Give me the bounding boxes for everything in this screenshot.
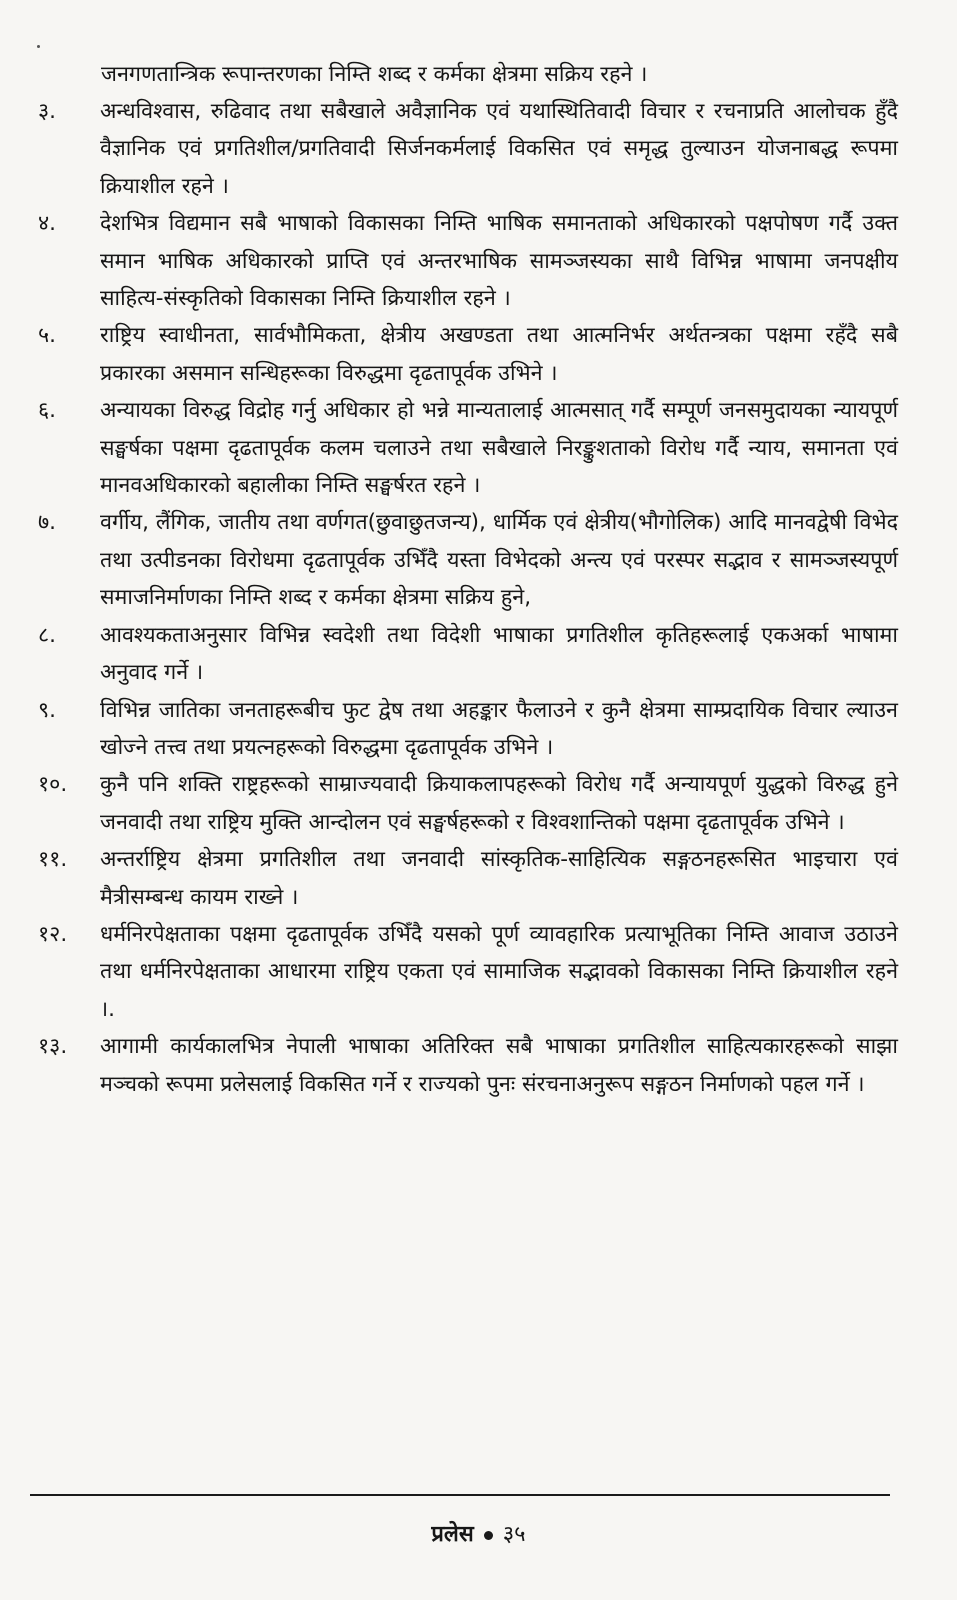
list-item [38,504,898,616]
item-number: ५. [38,323,57,349]
item-text: धर्मनिरपेक्षताका पक्षमा दृढतापूर्वक उभिँदै यसको पूर्ण व्यावहारिक प्रत्याभूतिका निम्ति आवाज उठाउने तथा धर्मनिरपेक्षताका आधारमा राष्ट्रिय एकता एवं सामाजिक सद्भावको विकासका निम्ति क्रियाशील रहने ।. [100,921,898,1022]
scan-speck [37,45,40,48]
list-item [38,93,898,205]
list-item [38,766,898,841]
list-item [38,1028,898,1103]
numbered-list [38,93,898,1103]
item-text: आगामी कार्यकालभित्र नेपाली भाषाका अतिरिक्त सबै भाषाका प्रगतिशील साहित्यकारहरूको साझा मञ्चको रूपमा प्रलेसलाई विकसित गर्ने र राज्यको पुनः संरचनाअनुरूप सङ्गठन निर्माणको पहल गर्ने । [100,1034,898,1097]
item-number: १३. [38,1034,68,1060]
item-text: देशभित्र विद्यमान सबै भाषाको विकासका निम्ति भाषिक समानताको अधिकारको पक्षपोषण गर्दै उक्त समान भाषिक अधिकारको प्राप्ति एवं अन्तरभाषिक सामञ्जस्यका साथै विभिन्न भाषामा जनपक्षीय साहित्य-संस्कृतिको विकासका निम्ति क्रियाशील रहने । [100,211,898,312]
item-number: ८. [38,622,57,648]
item-text: अन्तर्राष्ट्रिय क्षेत्रमा प्रगतिशील तथा जनवादी सांस्कृतिक-साहित्यिक सङ्गठनहरूसित भाइचारा एवं मैत्रीसम्बन्ध कायम राख्ने । [100,847,898,910]
footer-brand: प्रलेस [431,1522,474,1547]
item-text: अन्यायका विरुद्ध विद्रोह गर्नु अधिकार हो भन्ने मान्यतालाई आत्मसात् गर्दै सम्पूर्ण जनसमुदायका न्यायपूर्ण सङ्घर्षका पक्षमा दृढतापूर्वक कलम चलाउने तथा सबैखाले निरङ्कुशताको विरोध गर्दै न्याय, समानता एवं मानवअधिकारको बहालीका निम्ति सङ्घर्षरत रहने । [100,398,898,499]
item-text: राष्ट्रिय स्वाधीनता, सार्वभौमिकता, क्षेत्रीय अखण्डता तथा आत्मनिर्भर अर्थतन्त्रका पक्षमा रहँदै सबै प्रकारका असमान सन्धिहरूका विरुद्धमा दृढतापूर्वक उभिने । [100,323,898,386]
item-text: आवश्यकताअनुसार विभिन्न स्वदेशी तथा विदेशी भाषाका प्रगतिशील कृतिहरूलाई एकअर्का भाषामा अनुवाद गर्ने । [100,622,898,686]
item-text: कुनै पनि शक्ति राष्ट्रहरूको साम्राज्यवादी क्रियाकलापहरूको विरोध गर्दै अन्यायपूर्ण युद्धको विरुद्ध हुने जनवादी तथा राष्ट्रिय मुक्ति आन्दोलन एवं सङ्घर्षहरूको र विश्वशान्तिको पक्षमा दृढतापूर्वक उभिने । [100,772,898,835]
item-text: अन्धविश्वास, रुढिवाद तथा सबैखाले अवैज्ञानिक एवं यथास्थितिवादी विचार र रचनाप्रति आलोचक हुँदै वैज्ञानिक एवं प्रगतिशील/प्रगतिवादी सिर्जनकर्मलाई विकसित एवं समृद्ध तुल्याउन योजनाबद्ध रूपमा क्रियाशील रहने । [100,99,898,199]
item-number: ११. [38,847,68,873]
list-item [38,617,898,692]
item-number: ४. [38,211,57,237]
item-number: ३. [38,99,57,124]
item-number: ६. [38,398,57,424]
item-text: वर्गीय, लैंगिक, जातीय तथा वर्णगत(छुवाछुतजन्य), धार्मिक एवं क्षेत्रीय(भौगोलिक) आदि मानवद्वेषी विभेद तथा उत्पीडनका विरोधमा दृढतापूर्वक उभिँदै यस्ता विभेदको अन्त्य एवं परस्पर सद्भाव र सामञ्जस्यपूर्ण समाजनिर्माणका निम्ति शब्द र कर्मका क्षेत्रमा सक्रिय हुने, [100,510,898,611]
list-item [38,916,898,1028]
bullet-separator-icon [484,1531,493,1540]
continued-line: जनगणतान्त्रिक रूपान्तरणका निम्ति शब्द र कर्मका क्षेत्रमा सक्रिय रहने । [101,62,648,87]
footer-divider [30,1494,890,1496]
item-number: ७. [38,510,57,536]
item-number: ९. [38,697,57,723]
list-item [38,205,898,317]
list-item [38,692,898,767]
list-item [38,317,898,392]
item-number: १०. [38,772,68,798]
list-item [38,392,898,504]
item-number: १२. [38,921,68,947]
page-footer [0,1520,957,1550]
list-item [38,841,898,916]
item-text: विभिन्न जातिका जनताहरूबीच फुट द्वेष तथा अहङ्कार फैलाउने र कुनै क्षेत्रमा साम्प्रदायिक विचार ल्याउन खोज्ने तत्त्व तथा प्रयत्नहरूको विरुद्धमा दृढतापूर्वक उभिने । [100,697,898,760]
page-number: ३५ [502,1522,526,1547]
